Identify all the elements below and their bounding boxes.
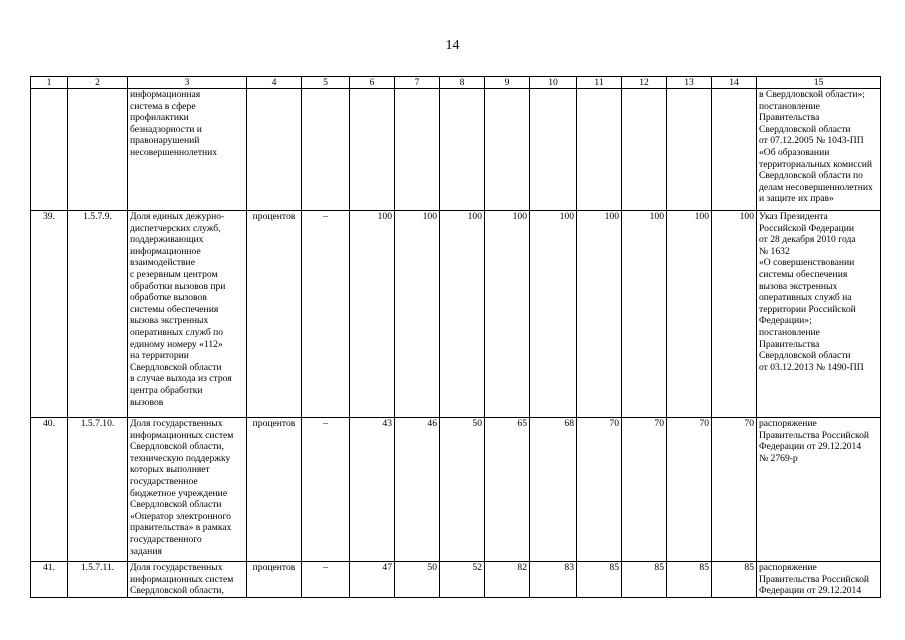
- value-cell: 68: [530, 418, 577, 562]
- value-cell: 47: [350, 562, 395, 598]
- value-cell: [395, 89, 440, 211]
- code-cell: [68, 89, 128, 211]
- legal-basis-cell: Указ Президента Российской Федерации от 28 декабря 2010 года № 1632 «О совершенствовании системы обеспечения вызова экстренных оперативных служб на территории Российской Федерации»; постановление Правительства Свердловской области от 03.12.2013 № 1490-ПП: [757, 211, 881, 418]
- value-cell: 70: [712, 418, 757, 562]
- legal-basis-cell: распоряжение Правительства Российской Федерации от 29.12.2014 № 2769-р: [757, 418, 881, 562]
- column-number: 9: [485, 77, 530, 89]
- value-cell: 85: [712, 562, 757, 598]
- table-row-continuation: [31, 89, 881, 211]
- value-cell: 85: [622, 562, 667, 598]
- indicator-name-cell: Доля единых дежурно- диспетчерских служб, поддерживающих информационное взаимодействие с резервным центром обработки вызовов при обработке вызовов системы обеспечения вызова экстренных оперативных служб по единому номеру «112» на территории Свердловской области в случае выхода из строя центра обработки вызовов: [128, 211, 247, 418]
- value-cell: 100: [622, 211, 667, 418]
- code-cell: 1.5.7.10.: [68, 418, 128, 562]
- column-number: 1: [31, 77, 68, 89]
- value-cell: 100: [440, 211, 485, 418]
- column-number: 7: [395, 77, 440, 89]
- value-cell: 100: [530, 211, 577, 418]
- unit-cell: процентов: [247, 562, 302, 598]
- value-cell: 50: [440, 418, 485, 562]
- value-cell: [712, 89, 757, 211]
- column-number: 15: [757, 77, 881, 89]
- value-cell: 82: [485, 562, 530, 598]
- row-number-cell: 41.: [31, 562, 68, 598]
- unit-cell: [247, 89, 302, 211]
- value-cell: 83: [530, 562, 577, 598]
- column-number: 3: [128, 77, 247, 89]
- column-number: 10: [530, 77, 577, 89]
- code-cell: 1.5.7.9.: [68, 211, 128, 418]
- unit-cell: процентов: [247, 211, 302, 418]
- column-number: 14: [712, 77, 757, 89]
- base-value-cell: –: [302, 562, 350, 598]
- column-number: 4: [247, 77, 302, 89]
- value-cell: 43: [350, 418, 395, 562]
- unit-cell: процентов: [247, 418, 302, 562]
- base-value-cell: –: [302, 211, 350, 418]
- indicator-name-cell: Доля государственных информационных систем Свердловской области,: [128, 562, 247, 598]
- table-row: [31, 418, 881, 562]
- value-cell: 85: [667, 562, 712, 598]
- value-cell: [350, 89, 395, 211]
- value-cell: 70: [667, 418, 712, 562]
- column-number: 6: [350, 77, 395, 89]
- column-number: 5: [302, 77, 350, 89]
- row-number-cell: 39.: [31, 211, 68, 418]
- value-cell: [440, 89, 485, 211]
- base-value-cell: [302, 89, 350, 211]
- value-cell: 52: [440, 562, 485, 598]
- table-row: [31, 211, 881, 418]
- table-row: [31, 562, 881, 598]
- value-cell: 100: [712, 211, 757, 418]
- value-cell: [577, 89, 622, 211]
- column-number: 2: [68, 77, 128, 89]
- value-cell: 100: [485, 211, 530, 418]
- indicator-name-cell: Доля государственных информационных систем Свердловской области, техническую поддержку которых выполняет государственное бюджетное учреждение Свердловской области «Оператор электронного правительства» в рамках государственного задания: [128, 418, 247, 562]
- indicator-name-cell: информационная система в сфере профилактики безнадзорности и правонарушений несовершеннолетних: [128, 89, 247, 211]
- row-number-cell: [31, 89, 68, 211]
- value-cell: 50: [395, 562, 440, 598]
- value-cell: 100: [667, 211, 712, 418]
- column-number: 11: [577, 77, 622, 89]
- value-cell: 100: [395, 211, 440, 418]
- value-cell: [530, 89, 577, 211]
- column-number: 13: [667, 77, 712, 89]
- column-number-row: [31, 77, 881, 89]
- value-cell: 100: [577, 211, 622, 418]
- legal-basis-cell: распоряжение Правительства Российской Федерации от 29.12.2014: [757, 562, 881, 598]
- value-cell: 46: [395, 418, 440, 562]
- column-number: 12: [622, 77, 667, 89]
- column-number: 8: [440, 77, 485, 89]
- value-cell: 85: [577, 562, 622, 598]
- code-cell: 1.5.7.11.: [68, 562, 128, 598]
- value-cell: 100: [350, 211, 395, 418]
- indicators-table: [30, 76, 881, 598]
- value-cell: [485, 89, 530, 211]
- legal-basis-cell: в Свердловской области»; постановление Правительства Свердловской области от 07.12.2005 № 1043-ПП «Об образовании территориальных комиссий Свердловской области по делам несовершеннолетних и защите их прав»: [757, 89, 881, 211]
- value-cell: 65: [485, 418, 530, 562]
- value-cell: 70: [577, 418, 622, 562]
- value-cell: [622, 89, 667, 211]
- value-cell: [667, 89, 712, 211]
- row-number-cell: 40.: [31, 418, 68, 562]
- page-number: 14: [445, 38, 460, 53]
- base-value-cell: –: [302, 418, 350, 562]
- value-cell: 70: [622, 418, 667, 562]
